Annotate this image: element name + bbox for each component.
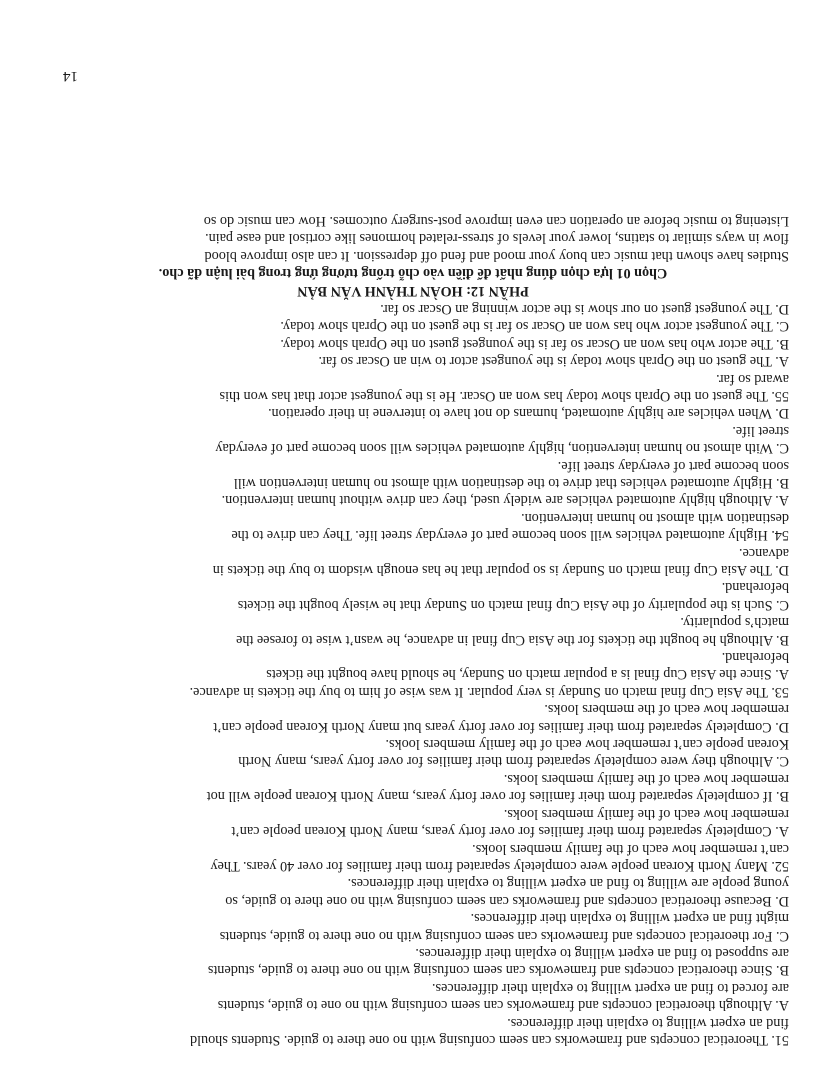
answer-option	[37, 352, 789, 369]
answer-option-line: A. Although highly automated vehicles are widely used, they can drive without human intervention.	[221, 492, 789, 509]
question-stem-line: 51. Theoretical concepts and frameworks can seem confusing with no one there to guide. Students should	[189, 1032, 789, 1048]
answer-option-line: D. The Asia Cup final match on Sunday is so popular that he has enough wisdom to buy the tickets in	[212, 562, 789, 579]
question-stem-line: can’t remember how each of the family members looks.	[472, 840, 789, 857]
question-block	[37, 874, 789, 1048]
answer-option-line: are forced to find an expert willing to explain their differences.	[431, 979, 789, 996]
answer-option	[37, 944, 789, 979]
answer-option-line: B. The actor who has won an Oscar so far is the youngest guest on the Oprah show today.	[280, 335, 789, 352]
answer-option-line: C. Such is the popularity of the Asia Cup final match on Sunday that he wisely bought the tickets	[237, 596, 789, 613]
answer-option-line: street life.	[732, 422, 789, 439]
answer-option-line: remember how each of the family members looks.	[503, 770, 789, 787]
answer-option-line: are supposed to find an expert willing to explain their differences.	[415, 944, 789, 961]
answer-option-line: B. Since theoretical concepts and frameworks can seem confusing with no one there to guide, students	[207, 962, 789, 979]
answer-option-line: B. Although he bought the tickets for the Asia Cup final in advance, he wasn’t wise to foresee the	[236, 631, 789, 648]
answer-option	[37, 804, 789, 839]
answer-option-line: might find an expert willing to explain their differences.	[470, 910, 789, 927]
answer-option	[37, 648, 789, 683]
question-block	[37, 300, 789, 404]
answer-option	[37, 613, 789, 648]
answer-option-line: C. For theoretical concepts and frameworks can seem confusing with no one there to guide, students	[219, 927, 789, 944]
question-stem-line: find an expert willing to explain their differences.	[507, 1014, 789, 1031]
answer-option-line: D. Completely separated from their families for over forty years but many North Korean people can’t	[213, 718, 789, 735]
answer-option-line: D. Because theoretical concepts and frameworks can seem confusing with no one there to guide, so	[225, 892, 789, 909]
answer-option	[37, 300, 789, 317]
question-block	[37, 404, 789, 543]
answer-option-line: match’s popularity.	[680, 614, 789, 631]
answer-option	[37, 543, 789, 578]
question-stem-line: 53. The Asia Cup final match on Sunday is very popular. It was wise of him to buy the tickets in advance.	[189, 683, 789, 700]
passage-line: Listening to music before an operation can even improve post-surgery outcomes. How can music do so	[203, 212, 789, 229]
answer-option-line: A. Since the Asia Cup final is a popular match on Sunday, he should have bought the tickets	[266, 666, 789, 683]
answer-option-line: D. When vehicles are highly automated, humans do not have to intervene in their operation.	[268, 405, 789, 422]
question-stem-line: 55. The guest on the Oprah show today has won an Oscar. He is the youngest actor that has won this	[219, 387, 789, 404]
answer-option	[37, 317, 789, 334]
passage-line: Studies have shown that music can buoy your mood and fend off depression. It can also improve blood	[204, 247, 789, 264]
answer-option-line: C. With almost no human intervention, highly automated vehicles will soon become part of everyday	[215, 440, 789, 457]
answer-option-line: C. The youngest actor who has won an Oscar so far is the guest on the Oprah show today.	[280, 318, 789, 335]
answer-option-line: young people are willing to find an expert willing to explain their differences.	[347, 875, 789, 892]
page-number: 14	[63, 68, 78, 84]
question-stem-line: award so far.	[716, 370, 789, 387]
answer-option-line: C. Although they were completely separated from their families for over forty years, many North	[238, 753, 789, 770]
answer-option	[37, 700, 789, 735]
answer-option-line: B. If completely separated from their families for over forty years, many North Korean people will not	[206, 788, 789, 805]
answer-option-line: A. Completely separated from their families for over forty years, many North Korean people can’t	[231, 823, 789, 840]
passage	[37, 212, 789, 264]
answer-option-line: beforehand.	[721, 649, 789, 666]
answer-option	[37, 421, 789, 456]
answer-option-line: B. Highly automated vehicles that drive to the destination with almost no human intervention will	[233, 475, 789, 491]
answer-option	[37, 978, 789, 1013]
answer-option-line: soon become part of everyday street life.	[557, 457, 789, 474]
page-content	[37, 212, 789, 1049]
section-title: PHẦN 12: HOÀN THÀNH VĂN BẢN	[297, 282, 529, 299]
answer-option-line: A. Although theoretical concepts and frameworks can seem confusing with no one to guide, students	[217, 997, 789, 1014]
answer-option-line: remember how each of the family members looks.	[503, 805, 789, 822]
answer-option-line: D. The youngest guest on our show is the actor winning an Oscar so far.	[380, 300, 789, 317]
answer-option-line: Korean people can’t remember how each of the family members looks.	[385, 736, 789, 753]
section-instruction: Chọn 01 lựa chọn đúng nhất để điền vào chỗ trống tương ứng trong bài luận đã cho.	[158, 265, 668, 282]
answer-option	[37, 735, 789, 770]
passage-line: flow in ways similar to statins, lower your levels of stress-related hormones like cortisol and ease pain.	[205, 230, 789, 247]
answer-option	[37, 874, 789, 909]
question-stem-line: 52. Many North Korean people were completely separated from their families for over 40 years. They	[210, 857, 789, 874]
answer-option	[37, 770, 789, 805]
answer-option-line: remember how each of the members looks.	[544, 701, 789, 718]
answer-option-line: advance.	[738, 544, 789, 561]
answer-option	[37, 909, 789, 944]
question-block	[37, 543, 789, 700]
answer-option-line: A. The guest on the Oprah show today is the youngest actor to win an Oscar so far.	[318, 353, 789, 370]
question-block	[37, 700, 789, 874]
question-stem-line: destination with almost no human intervention.	[521, 509, 789, 526]
answer-option-line: beforehand.	[721, 579, 789, 596]
answer-option	[37, 491, 789, 508]
question-stem-line: 54. Highly automated vehicles will soon become part of everyday street life. They can drive to the	[231, 527, 789, 544]
answer-option	[37, 578, 789, 613]
answer-option	[37, 404, 789, 421]
answer-option	[37, 334, 789, 351]
answer-option	[37, 456, 789, 491]
